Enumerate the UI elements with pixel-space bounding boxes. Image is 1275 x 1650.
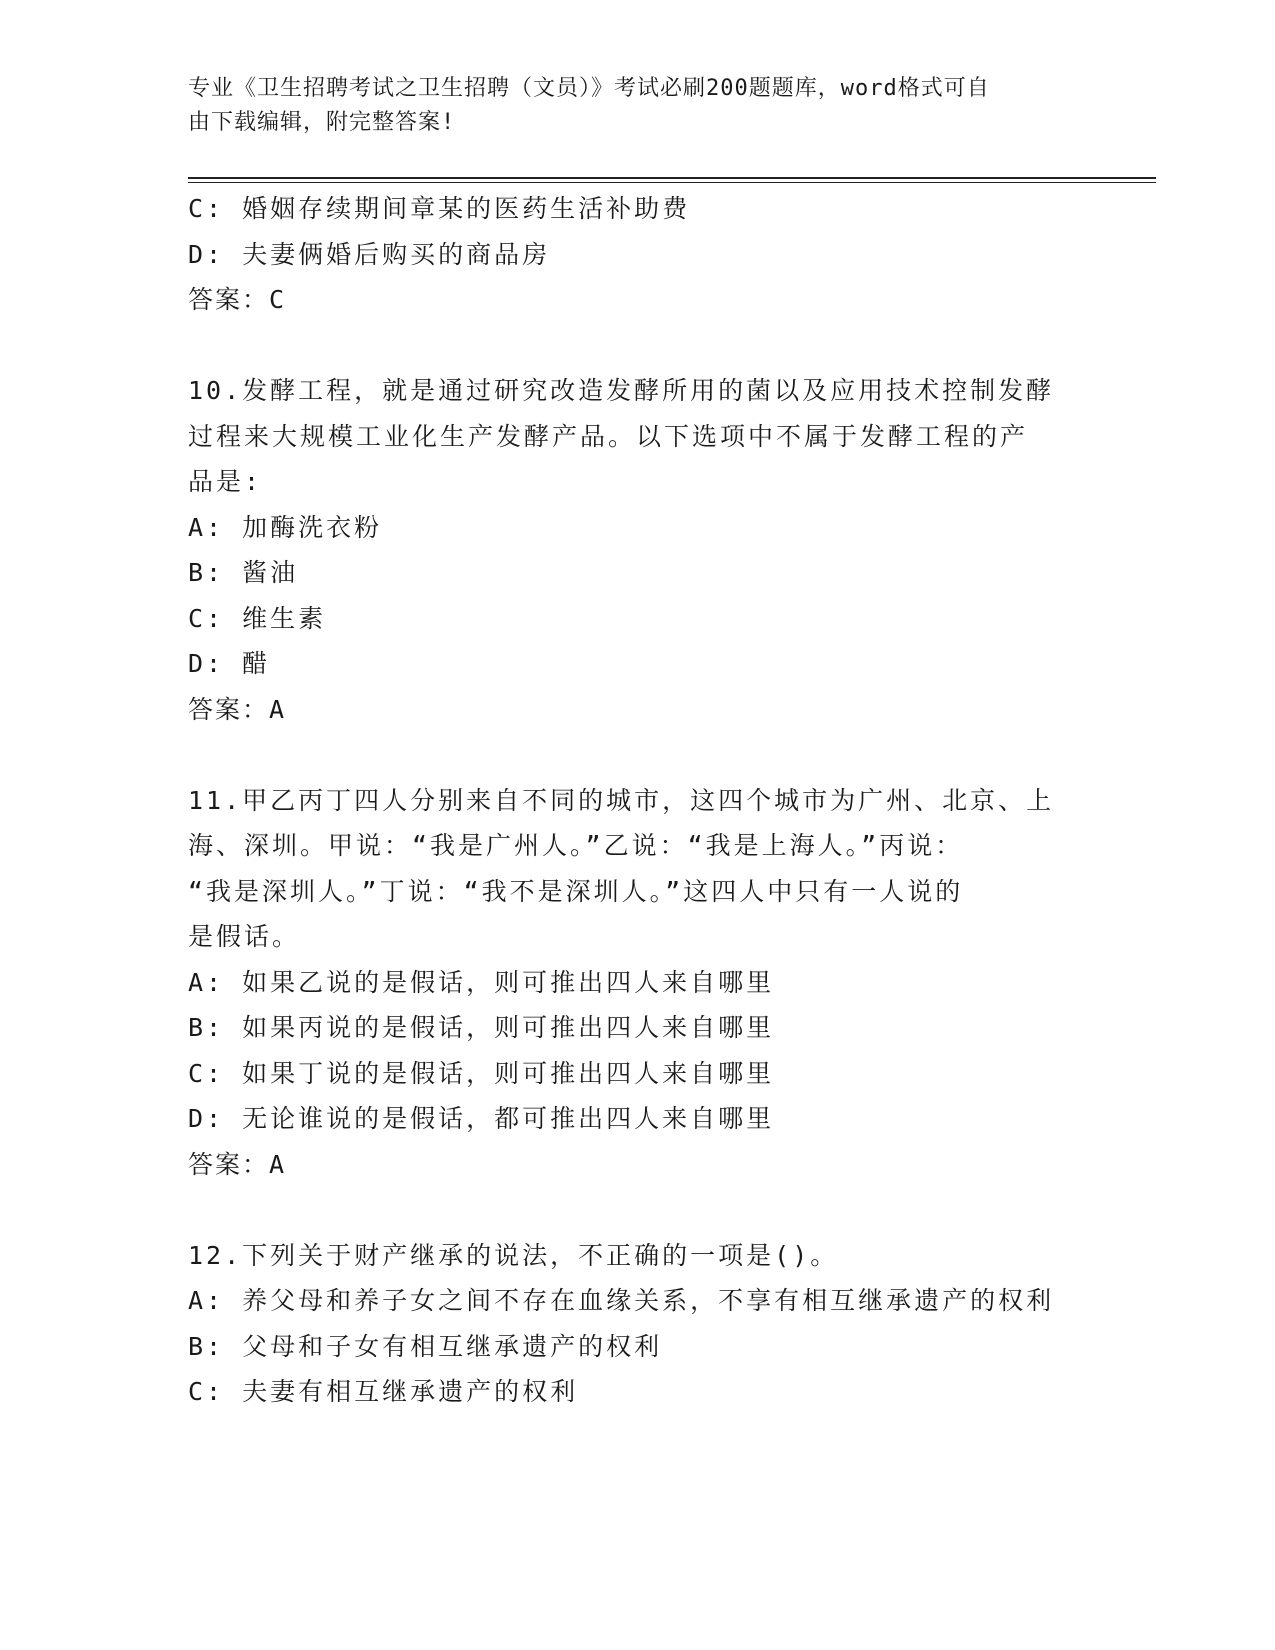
answer-line: 答案：A [188, 1149, 287, 1179]
option-c: C: 如果丁说的是假话，则可推出四人来自哪里 [188, 1058, 775, 1088]
option-d: D: 无论谁说的是假话，都可推出四人来自哪里 [188, 1104, 775, 1133]
option-b: B: 酱油 [188, 558, 299, 587]
question-stem-line: “我是深圳人。”丁说：“我不是深圳人。”这四人中只有一人说的 [188, 876, 964, 906]
question-stem-line: 品是: [188, 467, 263, 496]
option-d: D: 醋 [188, 649, 271, 678]
question-stem-line: 过程来大规模工业化生产发酵产品。以下选项中不属于发酵工程的产 [188, 421, 1029, 451]
question-stem-line: 海、深圳。甲说：“我是广州人。”乙说：“我是上海人。”丙说： [188, 831, 964, 860]
answer-line: 答案：C [188, 285, 287, 314]
question-stem-line: 12.下列关于财产继承的说法，不正确的一项是()。 [188, 1240, 839, 1270]
header-line-1: 专业《卫生招聘考试之卫生招聘（文员）》考试必刷200题题库，word格式可自 [188, 76, 990, 101]
option-b: B: 如果丙说的是假话，则可推出四人来自哪里 [188, 1013, 775, 1042]
header-divider-thick [188, 177, 1156, 179]
option-d: D: 夫妻俩婚后购买的商品房 [188, 239, 551, 269]
question-10 [188, 368, 1088, 732]
question-stem-line: 11.甲乙丙丁四人分别来自不同的城市，这四个城市为广州、北京、上 [188, 785, 1055, 815]
spacer [188, 732, 1088, 778]
question-11 [188, 778, 1088, 1188]
question-12 [188, 1233, 1088, 1415]
option-c: C: 婚姻存续期间章某的医药生活补助费 [188, 194, 691, 223]
option-b: B: 父母和子女有相互继承遗产的权利 [188, 1331, 663, 1361]
document-body [188, 186, 1088, 1415]
answer-line: 答案：A [188, 694, 287, 724]
document-header [188, 72, 1068, 140]
option-a: A: 加酶洗衣粉 [188, 512, 383, 542]
option-c: C: 夫妻有相互继承遗产的权利 [188, 1377, 579, 1406]
option-c: C: 维生素 [188, 603, 327, 633]
spacer [188, 323, 1088, 369]
question-9-tail [188, 186, 1088, 323]
header-line-2: 由下载编辑，附完整答案! [188, 110, 456, 135]
option-a: A: 如果乙说的是假话，则可推出四人来自哪里 [188, 967, 775, 997]
question-stem-line: 10.发酵工程，就是通过研究改造发酵所用的菌以及应用技术控制发酵 [188, 376, 1055, 405]
option-a: A: 养父母和养子女之间不存在血缘关系，不享有相互继承遗产的权利 [188, 1286, 1055, 1315]
header-divider-thin [188, 182, 1156, 183]
spacer [188, 1187, 1088, 1233]
question-stem-line: 是假话。 [188, 922, 301, 951]
